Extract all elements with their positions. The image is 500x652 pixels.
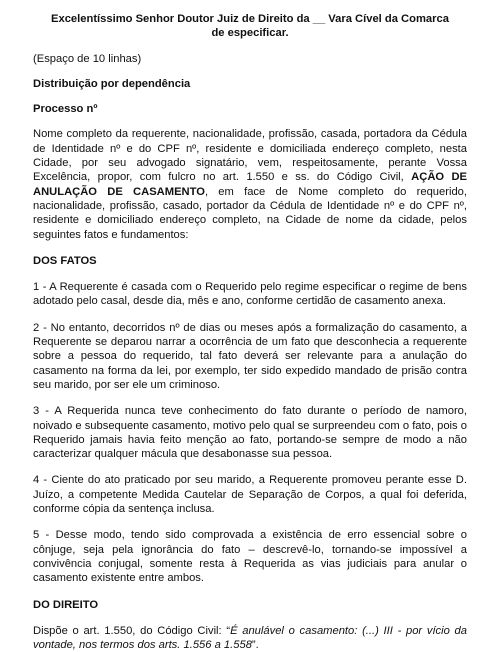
fact-item-2: 2 - No entanto, decorridos nº de dias ou meses após a formalização do casamento, a Requerente se deparou narrar a ocorrência de um fato que desconhecia a requerente sobre a pessoa do requerido, tal fato deverá ser relevante para a anulação do casamento na forma da lei, por exemplo, ter sido expedido mandado de prisão contra seu marido, por ser ele um criminoso. — [33, 321, 467, 391]
law-quote: É anulável o casamento: (...) III - por vício da vontade, nos termos dos arts. 1.556 a 1.558 — [33, 624, 468, 652]
title-line-1: Excelentíssimo Senhor Doutor Juiz de Direito da __ Vara Cível da Comarca — [51, 13, 449, 25]
law-text-prefix: Dispõe o art. 1.550, do Código Civil: “ — [33, 624, 231, 637]
facts-heading: DOS FATOS — [33, 254, 97, 267]
document-title — [33, 12, 467, 41]
fact-item-3: 3 - A Requerida nunca teve conhecimento do fato durante o período de namoro, noivado e subsequente casamento, motivo pelo qual se surpreendeu com o fato, pois o Requerido jamais havia feito menção ao fato, portando-se sempre de modo a não caracterizar qualquer mácula que desabonasse sua pessoa. — [33, 405, 467, 461]
spacing-note: (Espaço de 10 linhas) — [33, 52, 142, 65]
fact-item-5: 5 - Desse modo, tendo sido comprovada a existência de erro essencial sobre o cônjuge, seja pela ignorância do fato – descrevê-lo, tornando-se impossível a convivência conjugal, somente resta à Requerida as vias judiciais para anular o casamento existente entre ambos. — [33, 529, 467, 585]
intro-text-1: Nome completo da requerente, nacionalidade, profissão, casada, portadora da Cédula de Identidade nº e do CPF nº, residente e domiciliada endereço completo, nesta Cidade, por seu advogado signatário, vem, respeitosamente, perante Vossa Excelência, propor, com fulcro no art. 1.550 e ss. do Código Civil, — [33, 128, 467, 184]
intro-text-2: , em face de Nome completo do requerido, nacionalidade, profissão, casado, portador da Cédula de Identidade nº e do CPF nº, residente e domiciliado endereço completo, na Cidade de nome da cidade, pelos seguintes fatos e fundamentos: — [33, 185, 467, 241]
law-heading: DO DIREITO — [33, 598, 99, 611]
law-paragraph — [33, 624, 467, 652]
title-line-2: de especificar. — [211, 27, 289, 40]
fact-item-4: 4 - Ciente do ato praticado por seu marido, a Requerente promoveu perante esse D. Juízo, a competente Medida Cautelar de Separação de Corpos, a qual foi deferida, conforme cópia da sentença inclusa. — [33, 474, 467, 516]
fact-item-1: 1 - A Requerente é casada com o Requerido pelo regime especificar o regime de bens adotado pelo casal, desde dia, mês e ano, conforme certidão de casamento anexa. — [33, 281, 467, 308]
intro-paragraph — [33, 127, 467, 241]
action-title: AÇÃO DE ANULAÇÃO DE CASAMENTO — [33, 171, 468, 198]
process-heading: Processo nº — [33, 103, 98, 116]
distribution-heading: Distribuição por dependência — [33, 77, 191, 90]
law-text-suffix: ”. — [251, 639, 259, 652]
